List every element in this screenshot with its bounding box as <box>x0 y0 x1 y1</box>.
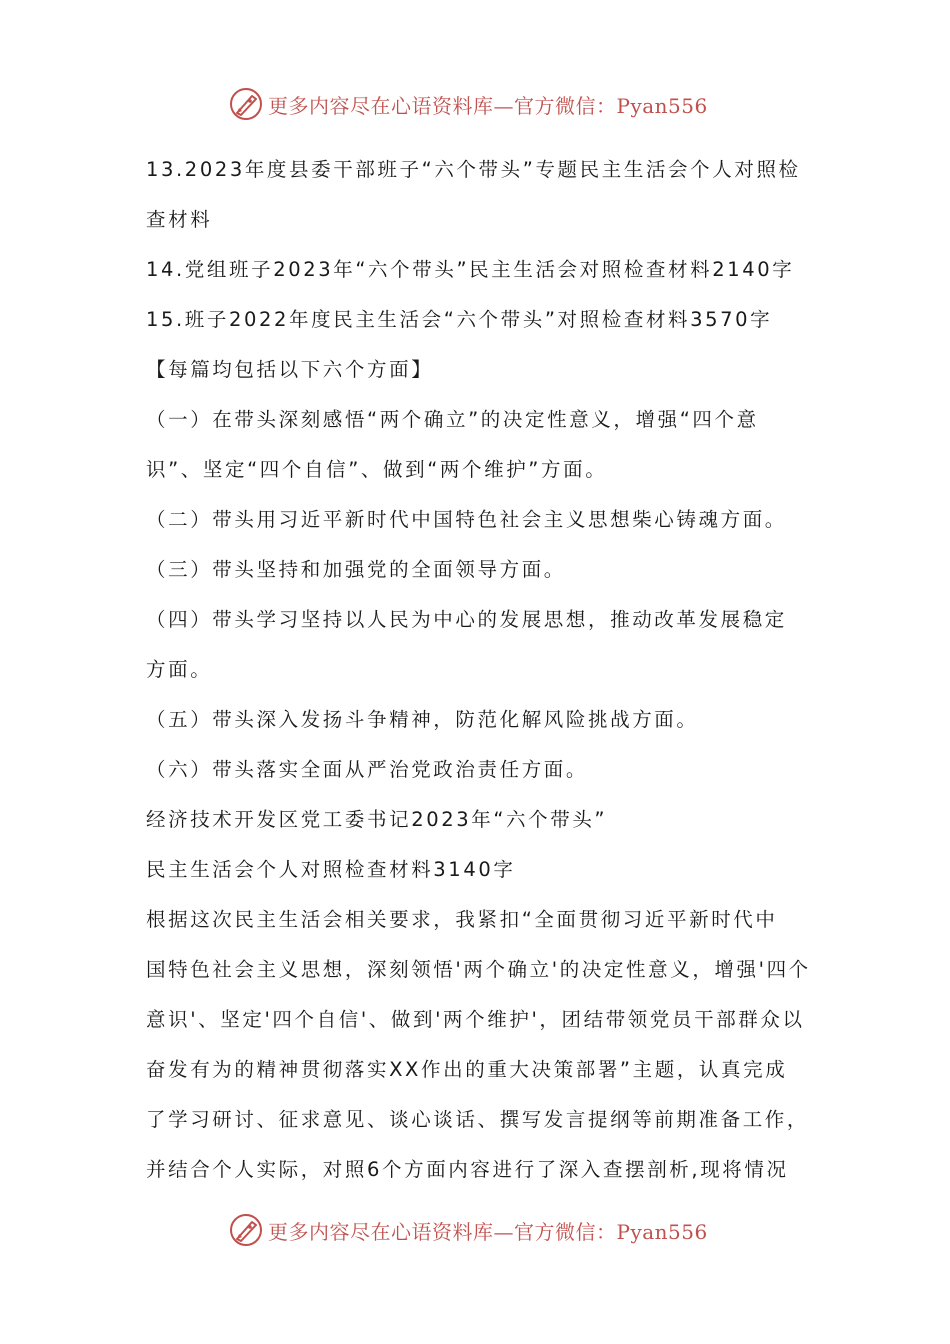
pen-nib-icon <box>228 1212 264 1248</box>
text-line: 13.2023年度县委干部班子“六个带头”专题民主生活会个人对照检 <box>146 158 801 181</box>
text-line: 14.党组班子2023年“六个带头”民主生活会对照检查材料2140字 <box>146 258 795 281</box>
text-line: （六）带头落实全面从严治党政治责任方面。 <box>146 758 589 781</box>
text-line: （四）带头学习坚持以人民为中心的发展思想，推动改革发展稳定 <box>146 608 787 631</box>
text-line: 15.班子2022年度民主生活会“六个带头”对照检查材料3570字 <box>146 308 773 331</box>
document-title: 民主生活会个人对照检查材料3140字 <box>146 858 516 881</box>
text-line: 识”、坚定“四个自信”、做到“两个维护”方面。 <box>146 458 608 481</box>
text-line: 意识'、坚定'四个自信'、做到'两个维护'，团结带领党员干部群众以 <box>146 1008 805 1031</box>
document-body <box>146 145 826 1195</box>
document-title: 经济技术开发区党工委书记2023年“六个带头” <box>146 808 608 831</box>
banner-text: 更多内容尽在心语资料库—官方微信：Pyan556 <box>268 1219 708 1244</box>
footer-banner <box>228 1210 748 1250</box>
text-line: （二）带头用习近平新时代中国特色社会主义思想柴心铸魂方面。 <box>146 508 787 531</box>
section-heading: 【每篇均包括以下六个方面】 <box>146 358 434 381</box>
text-line: 国特色社会主义思想，深刻领悟'两个确立'的决定性意义，增强'四个 <box>146 958 811 981</box>
header-banner <box>228 84 748 124</box>
pen-nib-icon <box>228 86 264 122</box>
text-line: （五）带头深入发扬斗争精神，防范化解风险挑战方面。 <box>146 708 699 731</box>
text-line: 查材料 <box>146 208 213 231</box>
text-line: （三）带头坚持和加强党的全面领导方面。 <box>146 558 566 581</box>
text-line: 根据这次民主生活会相关要求，我紧扣“全面贯彻习近平新时代中 <box>146 908 778 931</box>
text-line: 奋发有为的精神贯彻落实XX作出的重大决策部署”主题，认真完成 <box>146 1058 788 1081</box>
text-line: 方面。 <box>146 658 213 681</box>
text-line: （一）在带头深刻感悟“两个确立”的决定性意义，增强“四个意 <box>146 408 759 431</box>
banner-text: 更多内容尽在心语资料库—官方微信：Pyan556 <box>268 93 708 118</box>
text-line: 并结合个人实际，对照6个方面内容进行了深入查摆剖析,现将情况 <box>146 1158 789 1181</box>
text-line: 了学习研讨、征求意见、谈心谈话、撰写发言提纲等前期准备工作， <box>146 1108 810 1131</box>
